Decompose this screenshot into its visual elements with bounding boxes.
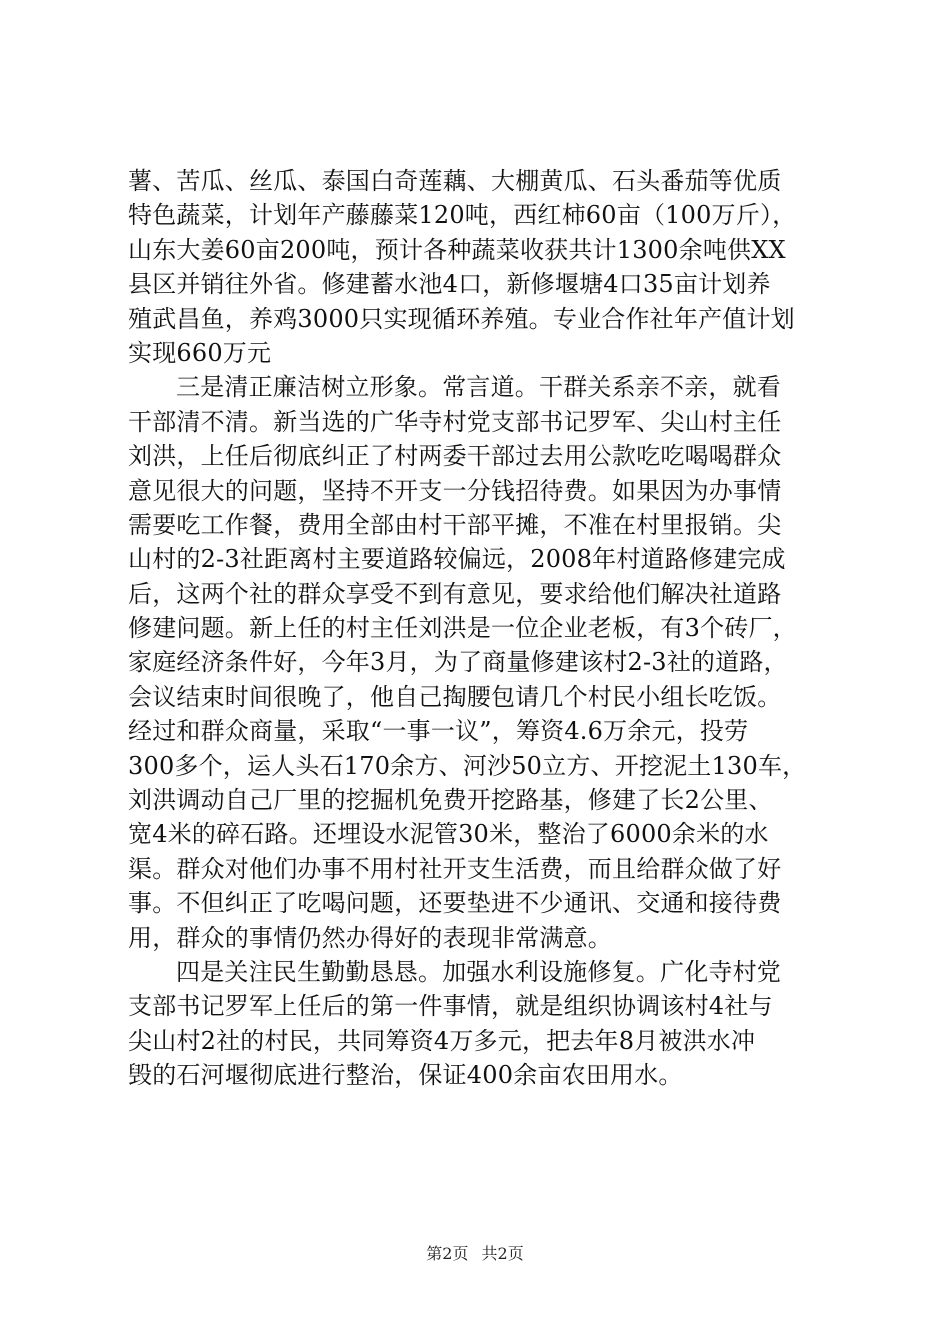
text-line: 意见很大的问题，坚持不开支一分钱招待费。如果因为办事情 (128, 476, 782, 505)
text-line: 县区并销往外省。修建蓄水池4口，新修堰塘4口35亩计划养 (128, 270, 771, 299)
text-line: 300多个，运人头石170余方、河沙50立方、开挖泥土130车， (128, 751, 807, 780)
document-body (128, 164, 828, 1093)
text-line: 刘洪调动自己厂里的挖掘机免费开挖路基，修建了长2公里、 (128, 786, 773, 815)
text-line: 会议结束时间很晚了，他自己掏腰包请几个村民小组长吃饭。 (128, 682, 782, 711)
paragraph-start-line: 三是清正廉洁树立形象。常言道。干群关系亲不亲，就看 (176, 373, 781, 402)
text-line: 家庭经济条件好，今年3月，为了商量修建该村2-3社的道路， (128, 648, 788, 677)
paragraph-start-line: 四是关注民生勤勤恳恳。加强水利设施修复。广化寺村党 (176, 957, 781, 986)
text-line: 山村的2-3社距离村主要道路较偏远，2008年村道路修建完成 (128, 545, 786, 574)
text-line: 渠。群众对他们办事不用村社开支生活费，而且给群众做了好 (128, 854, 782, 883)
text-line: 需要吃工作餐，费用全部由村干部平摊，不准在村里报销。尖 (128, 510, 782, 539)
page-number: 第2页 (426, 1244, 469, 1263)
text-line: 特色蔬菜，计划年产藤藤菜120吨，西红柿60亩（100万斤）， (128, 201, 797, 230)
text-line: 薯、苦瓜、丝瓜、泰国白奇莲藕、大棚黄瓜、石头番茄等优质 (128, 167, 782, 195)
text-line: 毁的石河堰彻底进行整治，保证400余亩农田用水。 (128, 1061, 683, 1090)
page-footer (0, 1243, 950, 1265)
text-line: 后，这两个社的群众享受不到有意见，要求给他们解决社道路 (128, 579, 782, 608)
text-line: 经过和群众商量，采取“一事一议”，筹资4.6万余元，投劳 (128, 717, 749, 746)
text-line: 殖武昌鱼，养鸡3000只实现循环养殖。专业合作社年产值计划 (128, 304, 795, 333)
text-line: 干部清不清。新当选的广华寺村党支部书记罗军、尖山村主任 (128, 407, 782, 436)
text-line: 支部书记罗军上任后的第一件事情，就是组织协调该村4社与 (128, 992, 773, 1021)
page-total: 共2页 (481, 1244, 524, 1263)
text-line: 修建问题。新上任的村主任刘洪是一位企业老板，有3个砖厂， (128, 614, 797, 643)
text-line: 尖山村2社的村民，共同筹资4万多元，把去年8月被洪水冲 (128, 1026, 756, 1055)
text-line: 事。不但纠正了吃喝问题，还要垫进不少通讯、交通和接待费 (128, 889, 782, 918)
text-line: 用，群众的事情仍然办得好的表现非常满意。 (128, 923, 612, 952)
text-line: 实现660万元 (128, 338, 272, 367)
text-line: 刘洪，上任后彻底纠正了村两委干部过去用公款吃吃喝喝群众 (128, 442, 782, 471)
text-line: 宽4米的碎石路。还埋设水泥管30米，整治了6000余米的水 (128, 820, 769, 849)
text-line: 山东大姜60亩200吨，预计各种蔬菜收获共计1300余吨供XX (128, 235, 786, 264)
